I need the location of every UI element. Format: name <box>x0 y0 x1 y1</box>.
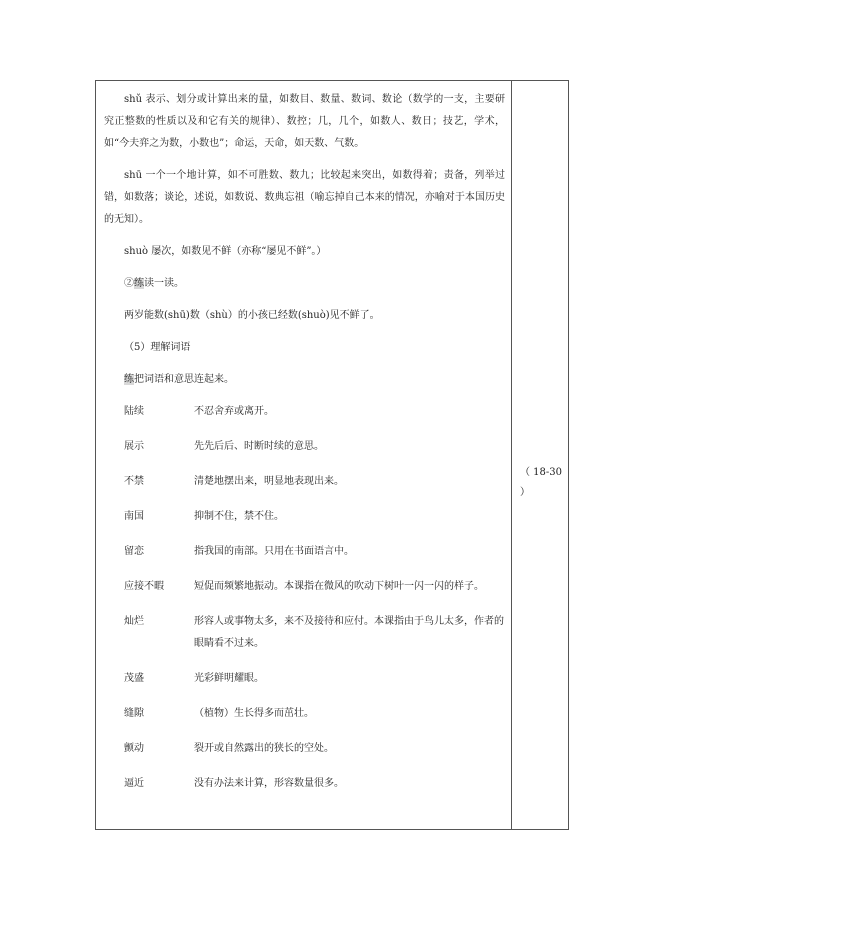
vocab-definition: 不忍舍弃或离开。 <box>194 406 274 417</box>
vocab-definition: 清楚地摆出来，明显地表现出来。 <box>194 476 344 487</box>
vocab-row <box>104 668 505 690</box>
practice-mark: 练 <box>134 278 144 289</box>
vocab-term: 南国 <box>124 511 144 522</box>
vocab-row <box>104 541 505 563</box>
paragraph-shuo4: shuò 屡次，如数见不鲜（亦称“屡见不鲜”。） <box>124 246 327 257</box>
practice-read-line <box>104 273 505 295</box>
vocab-term: 陆续 <box>124 406 144 417</box>
vocab-definition: 先先后后、时断时续的意思。 <box>194 441 324 452</box>
practice-number: ② <box>124 278 134 289</box>
vocab-definition: 裂开或自然露出的狭长的空处。 <box>194 743 334 754</box>
vocab-row <box>104 576 505 598</box>
vocab-row <box>104 738 505 760</box>
vocab-term: 颤动 <box>124 743 144 754</box>
vocab-row <box>104 611 505 655</box>
vocab-definition: （植物）生长得多而茁壮。 <box>194 708 314 719</box>
lesson-table <box>95 80 569 830</box>
column-divider <box>511 81 512 829</box>
vocab-term: 应接不暇 <box>124 581 164 592</box>
vocab-row <box>104 703 505 725</box>
side-note-line: ） <box>520 487 530 498</box>
vocab-row <box>104 471 505 493</box>
match-mark: 练 <box>124 374 134 385</box>
paragraph-shu1: shū 一个一个地计算，如不可胜数、数九；比较起来突出，如数得着；责备，列举过错，如数落；谈论，述说，如数说、数典忘祖（喻忘掉自己本来的情况，亦喻对于本国历史的无知）。 <box>104 170 505 225</box>
vocab-term: 灿烂 <box>124 616 144 627</box>
vocab-definition: 没有办法来计算，形容数量很多。 <box>194 778 344 789</box>
vocab-definition: 光彩鲜明耀眼。 <box>194 673 264 684</box>
match-text: 把词语和意思连起来。 <box>134 374 234 385</box>
vocab-definition: 形容人或事物太多，来不及接待和应付。本课指由于鸟儿太多，作者的眼睛看不过来。 <box>194 616 504 649</box>
match-instruction <box>104 369 505 391</box>
section-title: （5）理解词语 <box>124 342 191 353</box>
vocab-definition: 抑制不住，禁不住。 <box>194 511 284 522</box>
vocab-term: 留恋 <box>124 546 144 557</box>
practice-text: 读一读。 <box>144 278 184 289</box>
vocab-term: 缝隙 <box>124 708 144 719</box>
vocab-term: 展示 <box>124 441 144 452</box>
paragraph-shu3: shǔ 表示、划分或计算出来的量，如数目、数量、数词、数论（数学的一支，主要研究正整数的性质以及和它有关的规律）、数控；几，几个，如数人、数日；技艺，学术，如“今夫弈之为数，小数也”；命运，天命，如天数、气数。 <box>104 94 505 149</box>
side-note-cell <box>512 463 568 503</box>
side-note-line: （ 18-30 <box>520 467 563 478</box>
example-sentence: 两岁能数(shū)数（shù）的小孩已经数(shuò)见不鲜了。 <box>124 310 380 321</box>
vocab-list <box>104 401 505 795</box>
vocab-row <box>104 773 505 795</box>
vocab-term: 逼近 <box>124 778 144 789</box>
vocab-term: 不禁 <box>124 476 144 487</box>
main-cell <box>96 81 511 829</box>
vocab-row <box>104 506 505 528</box>
vocab-definition: 短促而频繁地振动。本课指在微风的吹动下树叶一闪一闪的样子。 <box>194 581 484 592</box>
vocab-definition: 指我国的南部。只用在书面语言中。 <box>194 546 354 557</box>
vocab-row <box>104 401 505 423</box>
vocab-row <box>104 436 505 458</box>
vocab-term: 茂盛 <box>124 673 144 684</box>
